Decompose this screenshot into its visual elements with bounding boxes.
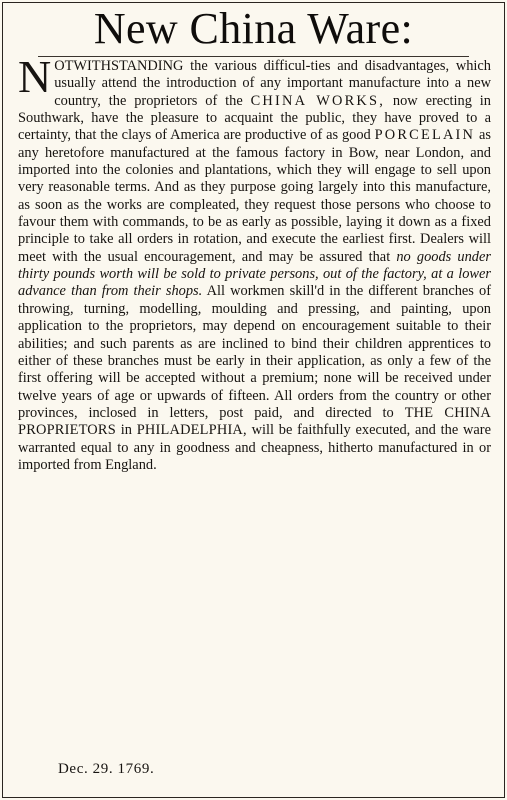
title-rule [38, 56, 469, 57]
body-segment-southwark: now erecting in Southwark, have the pleasure to acquaint the public, they have proved to a certainty, that the clays of America are productive of as good [18, 92, 492, 144]
porcelain-word: PORCELAIN [374, 127, 476, 144]
city-name: PHILADELPHIA, [136, 422, 247, 439]
body-segment-closing: will be faithfully executed, and the ware warranted equal to any in goodness and cheapness, hitherto manufactured in or imported from England. [18, 422, 491, 473]
body-segment-opening: OTWITHSTANDING the various difficul-ties and disadvantages, which usually attend the introduction of any important manufacture into a new country, the proprietors of the [54, 58, 491, 109]
advertisement-title: New China Ware: [93, 4, 414, 53]
china-works-name: CHINA WORKS, [250, 92, 385, 109]
body-segment-in: in [120, 422, 132, 439]
italic-notice: no goods under thirty pounds worth will be sold to private persons, out of the factory, at a lower advance than from their shops. [18, 248, 491, 300]
dateline: Dec. 29. 1769. [58, 761, 155, 777]
body-segment-terms: as any heretofore manufactured at the famous factory in Bow, near London, and imported into the colonies and plantations, which they will engage to sell upon very reasonable terms. And as they purpose going largely into this manufacture, as soon as the works are compleated, they request those persons who choose to favour them with commands, to be as early as possible, laying it down as a fixed principle to take all orders in rotation, and execute the earliest first. Dealers will meet with the usual encouragement, and may be assured that [18, 127, 491, 265]
drop-cap: N [18, 51, 52, 102]
body-segment-workmen: All workmen skill'd in the different branches of throwing, turning, modelling, moulding and pressing, and painting, upon application to the proprietors, may depend on encouragement suitable to their abilities; and such parents as are inclined to bind their children apprentices to either of these branches must be early in their application, as only a few of the first offering will be accepted without a premium; none will be received under twelve years of age or upwards of fifteen. All orders from the country or other provinces, inclosed in letters, post paid, and directed to [18, 283, 492, 421]
body-paragraph [18, 51, 492, 474]
proprietors-name: THE CHINA PROPRIETORS [18, 404, 491, 439]
advertisement-body [18, 51, 492, 474]
